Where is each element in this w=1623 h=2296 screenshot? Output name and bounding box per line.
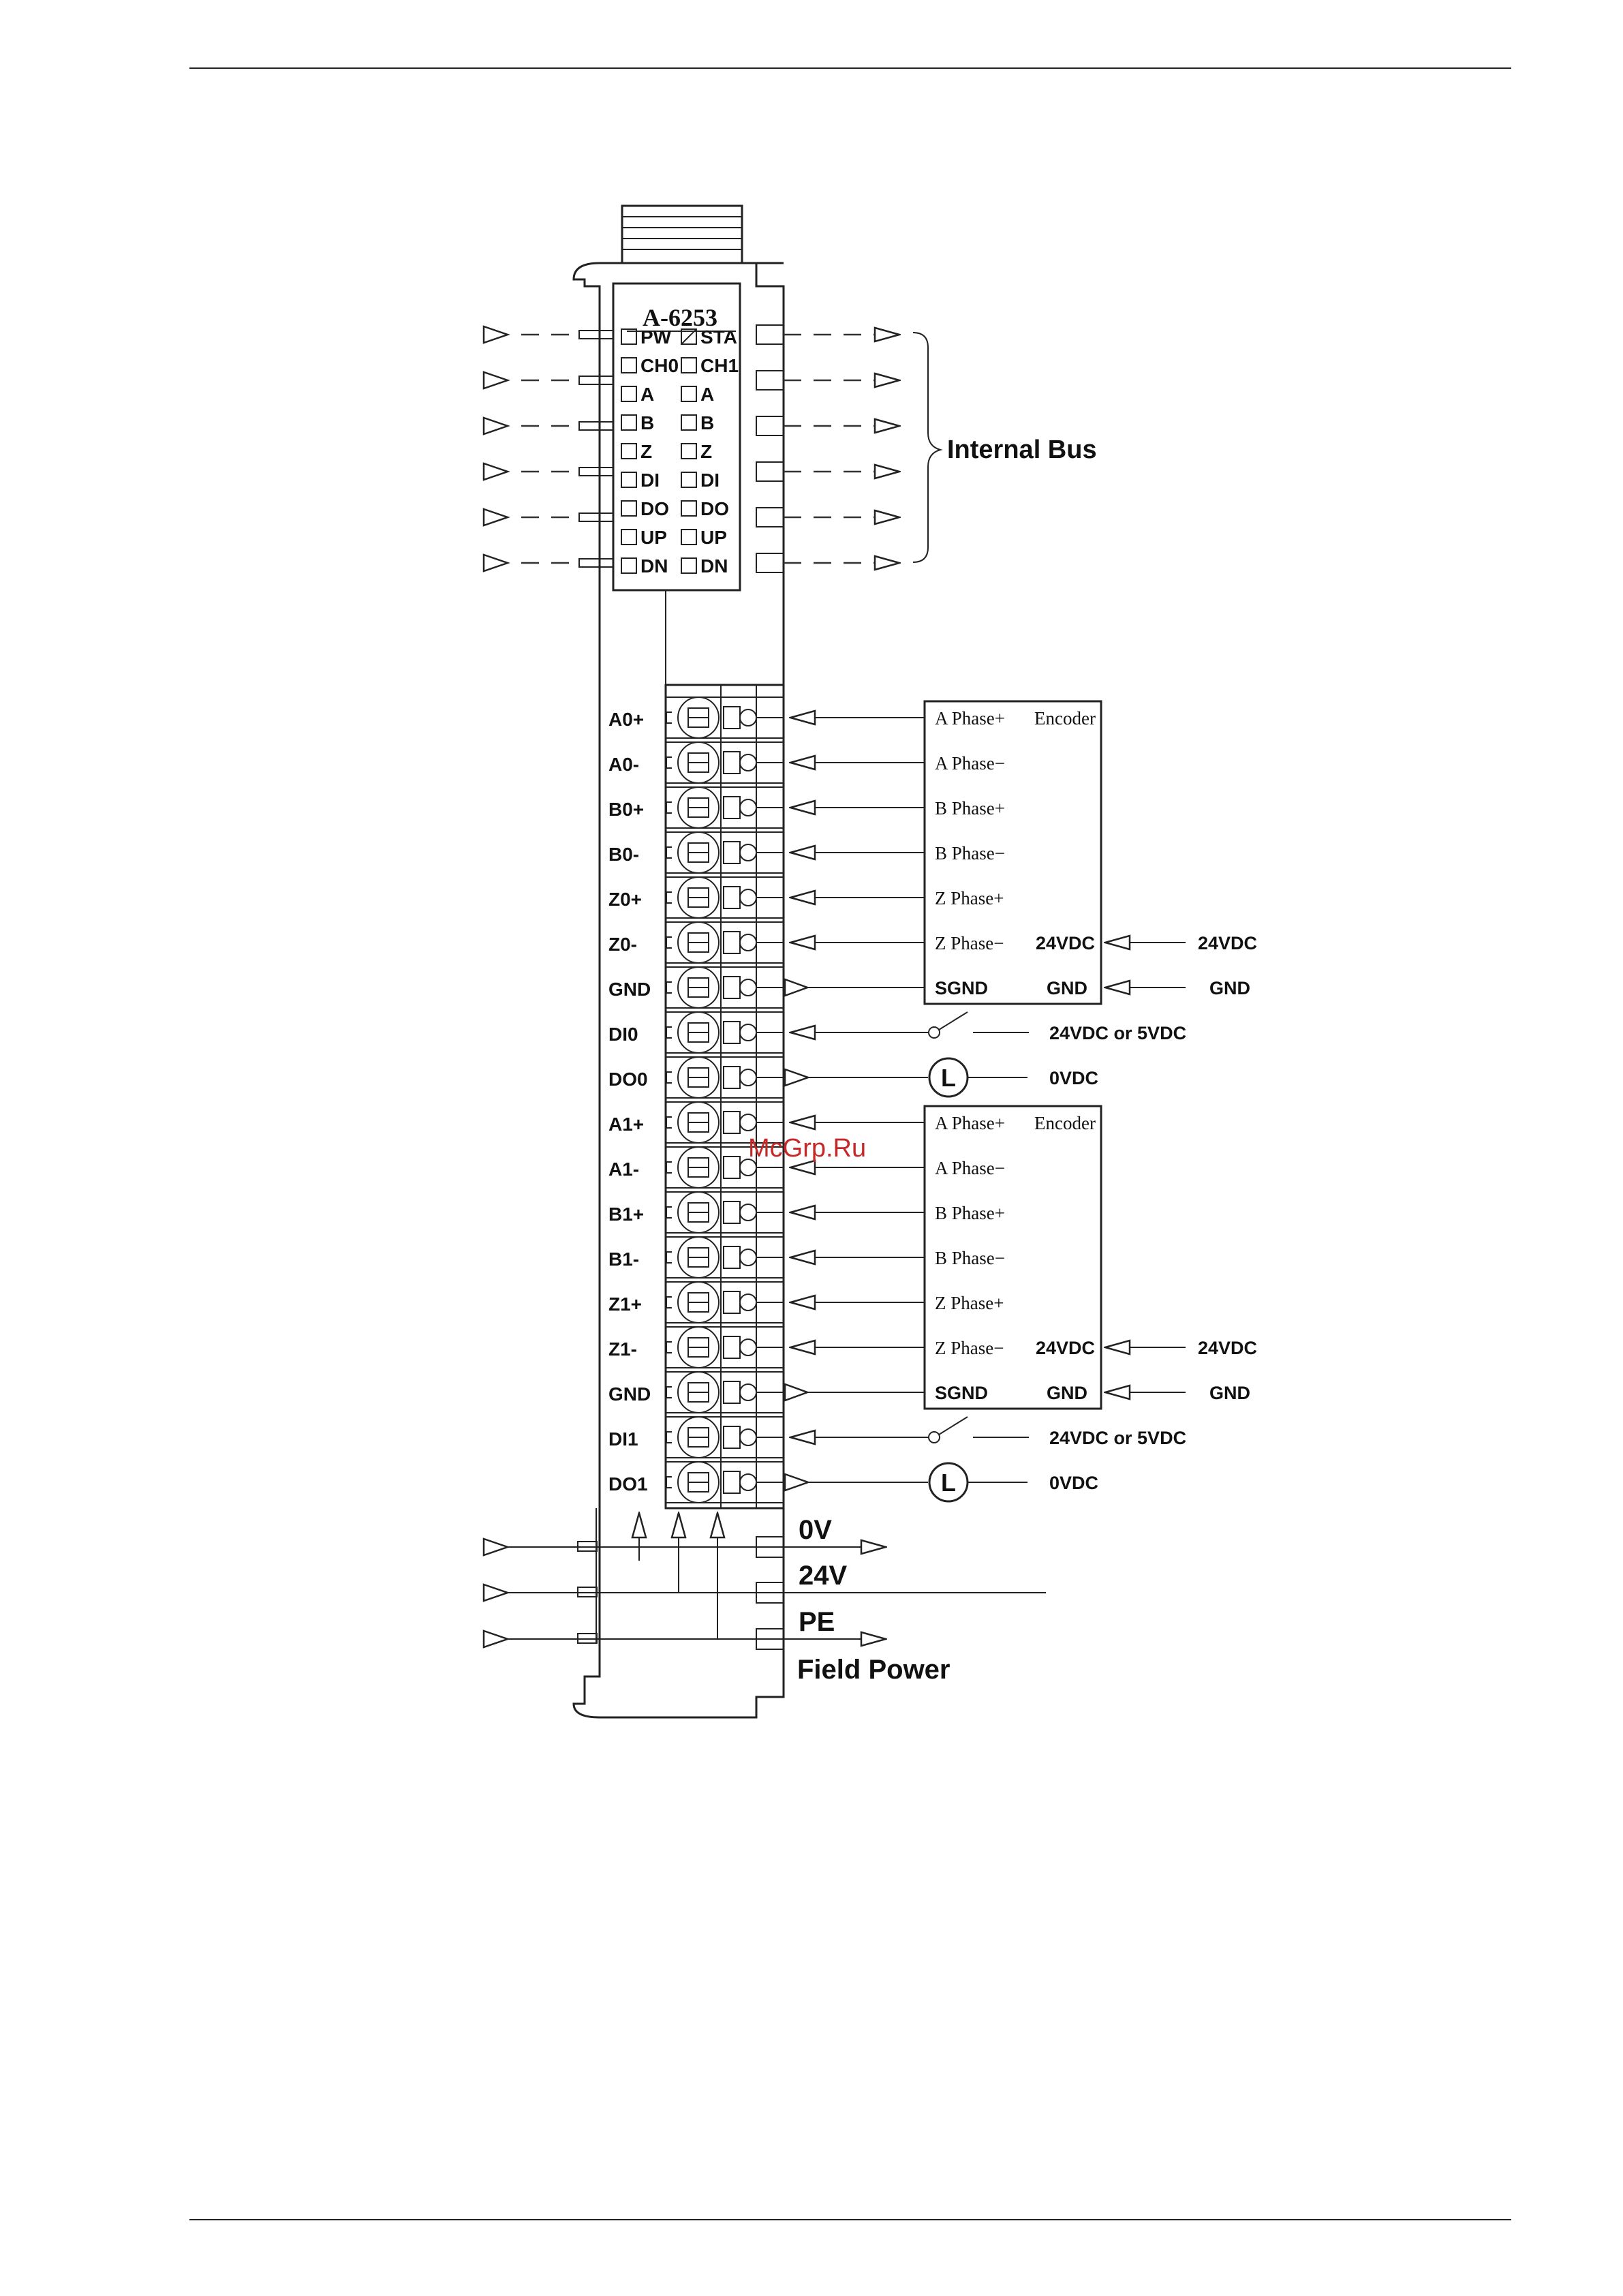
terminal-label: B0- [608,844,640,865]
wire-entry [724,1246,740,1268]
wire-entry [724,1336,740,1358]
terminal-tab [666,1117,672,1128]
encoder-phase-label: SGND [935,978,989,998]
encoder-phase-label: B Phase− [935,843,1005,863]
do-return-label: 0VDC [1049,1068,1099,1088]
terminal-label: A1- [608,1159,640,1180]
bus-pin-out [756,371,784,390]
wire-clamp [740,1294,756,1311]
field-power-section [484,1508,1046,1685]
led-label: CH0 [640,355,679,376]
terminal-tab [666,1027,672,1038]
led-indicator [681,472,696,487]
bus-pin-out [756,553,784,572]
led-indicator [681,415,696,430]
wire-entry [724,1067,740,1088]
supply-source-label: 24VDC [1198,933,1258,953]
switch-blade [939,1012,968,1030]
led-label: DO [700,498,729,519]
led-label: CH1 [700,355,739,376]
led-label: B [640,412,655,433]
gnd-source-label: GND [1209,1383,1250,1403]
wire-clamp [740,979,756,996]
led-label: DN [700,555,728,577]
encoder-phase-label: A Phase+ [935,708,1005,729]
switch-contact [929,1432,940,1443]
bus-pin-out [756,462,784,481]
wire-entry [724,1291,740,1313]
encoder-gnd-label: GND [1047,1383,1087,1403]
bus-pin-in [579,513,613,521]
led-indicator [621,415,636,430]
led-label: Z [700,441,713,462]
wire-entry [724,887,740,908]
led-indicator [621,444,636,459]
internal-bus-brace [913,333,940,562]
wire-entry [724,1381,740,1403]
led-label: DI [640,470,660,491]
terminal-tab [666,1477,672,1488]
terminal-label: Z0+ [608,889,643,910]
encoder-phase-label: B Phase+ [935,1203,1005,1223]
wire-entry [724,977,740,998]
led-indicator [681,530,696,545]
encoder-supply-label: 24VDC [1036,933,1096,953]
led-label: STA [700,326,737,348]
do-return-label: 0VDC [1049,1473,1099,1493]
wire-clamp [740,709,756,726]
terminal-tab [666,1432,672,1443]
terminal-label: GND [608,979,651,1000]
wire-entry [724,752,740,774]
led-label: A [640,384,655,405]
terminal-label: A0+ [608,709,645,730]
wire-clamp [740,1024,756,1041]
led-label: DI [700,470,720,491]
terminal-tab [666,937,672,948]
terminal-label: DO1 [608,1473,648,1495]
watermark: McGrp.Ru [748,1134,867,1163]
load-label: L [941,1064,956,1092]
field-power-pe: PE [799,1607,835,1637]
wire-clamp [740,1339,756,1356]
led-indicator [681,444,696,459]
terminal-label: GND [608,1383,651,1405]
encoder-phase-label: A Phase− [935,1158,1005,1178]
terminal-tab [666,1297,672,1308]
led-indicator [621,501,636,516]
field-wiring [784,701,1257,1501]
wire-clamp [740,1114,756,1131]
led-label: A [700,384,715,405]
module-housing [574,206,784,1717]
led-indicator [621,558,636,573]
internal-bus-connectors [484,325,899,572]
field-power-0v: 0V [799,1515,832,1545]
led-label: Z [640,441,653,462]
bus-pin-in [579,331,613,339]
bus-pin-in [579,376,613,384]
bus-arrow-in [484,418,508,434]
bus-pin-in [579,422,613,430]
field-power-title: Field Power [797,1655,950,1685]
terminal-tab [666,847,672,858]
bus-pin-out [756,416,784,435]
encoder-title: Encoder [1034,708,1096,729]
terminal-label: A0- [608,754,640,775]
bus-pin-out [756,508,784,527]
terminal-label: DI0 [608,1024,638,1045]
led-label: UP [700,527,727,548]
wire-entry [724,1471,740,1493]
encoder-title: Encoder [1034,1113,1096,1133]
terminal-tab [666,802,672,813]
gnd-source-label: GND [1209,978,1250,998]
led-indicator [681,386,696,401]
encoder-phase-label: B Phase− [935,1248,1005,1268]
encoder-supply-label: 24VDC [1036,1338,1096,1358]
wire-entry [724,797,740,818]
terminal-label: Z0- [608,934,637,955]
wire-entry [724,1201,740,1223]
terminal-tab [666,1342,672,1353]
led-label: DO [640,498,669,519]
field-power-24v: 24V [799,1561,848,1591]
led-label: DN [640,555,668,577]
encoder-phase-label: A Phase− [935,753,1005,774]
led-indicator [621,386,636,401]
terminal-label: A1+ [608,1114,645,1135]
switch-blade [939,1417,968,1435]
terminal-tab [666,892,672,903]
bus-arrow-in [484,463,508,480]
terminal-tab [666,1252,672,1263]
bus-arrow-in [484,372,508,388]
encoder-gnd-label: GND [1047,978,1087,998]
led-indicator [621,530,636,545]
wire-entry [724,1022,740,1043]
wire-clamp [740,1204,756,1221]
wire-clamp [740,844,756,861]
led-indicator [681,358,696,373]
di-source-label: 24VDC or 5VDC [1049,1023,1187,1043]
bus-arrow-in [484,326,508,343]
wire-entry [724,1157,740,1178]
led-label: B [700,412,715,433]
terminal-tab [666,982,672,993]
bus-arrow-in [484,509,508,525]
encoder-phase-label: Z Phase+ [935,1293,1004,1313]
terminal-label: Z1- [608,1338,637,1360]
encoder-phase-label: Z Phase− [935,933,1004,953]
supply-source-label: 24VDC [1198,1338,1258,1358]
terminal-block [608,697,784,1503]
bus-pin-in [579,468,613,476]
encoder-phase-label: B Phase+ [935,798,1005,818]
wire-clamp [740,1069,756,1086]
do-arrow [785,1069,808,1086]
led-indicator [621,358,636,373]
encoder-phase-label: A Phase+ [935,1113,1005,1133]
wire-clamp [740,799,756,816]
terminal-label: DI1 [608,1428,638,1450]
terminal-label: Z1+ [608,1294,643,1315]
encoder-phase-label: Z Phase− [935,1338,1004,1358]
switch-contact [929,1027,940,1038]
terminal-tab [666,757,672,768]
led-label: UP [640,527,667,548]
wire-clamp [740,1474,756,1490]
led-indicator [681,501,696,516]
bus-arrow-in [484,555,508,571]
terminal-label: DO0 [608,1069,648,1090]
encoder-phase-label: SGND [935,1383,989,1403]
terminal-tab [666,1207,672,1218]
led-indicator [681,558,696,573]
bus-pin-in [579,559,613,567]
terminal-tab [666,1387,672,1398]
module-model: A-6253 [643,304,717,331]
terminal-label: B1- [608,1249,640,1270]
wire-entry [724,932,740,953]
terminal-tab [666,1072,672,1083]
wire-clamp [740,889,756,906]
wire-clamp [740,1384,756,1400]
bus-pin-out [756,325,784,344]
wire-arrow [785,1384,807,1400]
wire-clamp [740,934,756,951]
do-arrow [785,1474,808,1490]
led-indicator [621,472,636,487]
wire-clamp [740,1249,756,1266]
wire-clamp [740,754,756,771]
wire-entry [724,1426,740,1448]
internal-bus-label: Internal Bus [947,435,1097,464]
wire-entry [724,1112,740,1133]
wire-arrow [785,979,807,996]
load-label: L [941,1469,956,1497]
di-source-label: 24VDC or 5VDC [1049,1428,1187,1448]
terminal-label: B1+ [608,1204,645,1225]
terminal-label: B0+ [608,799,645,820]
wire-entry [724,842,740,863]
terminal-tab [666,1162,672,1173]
wire-entry [724,707,740,729]
led-panel [621,326,739,577]
led-label: PW [640,326,672,348]
wire-clamp [740,1429,756,1445]
encoder-phase-label: Z Phase+ [935,888,1004,908]
terminal-tab [666,712,672,723]
